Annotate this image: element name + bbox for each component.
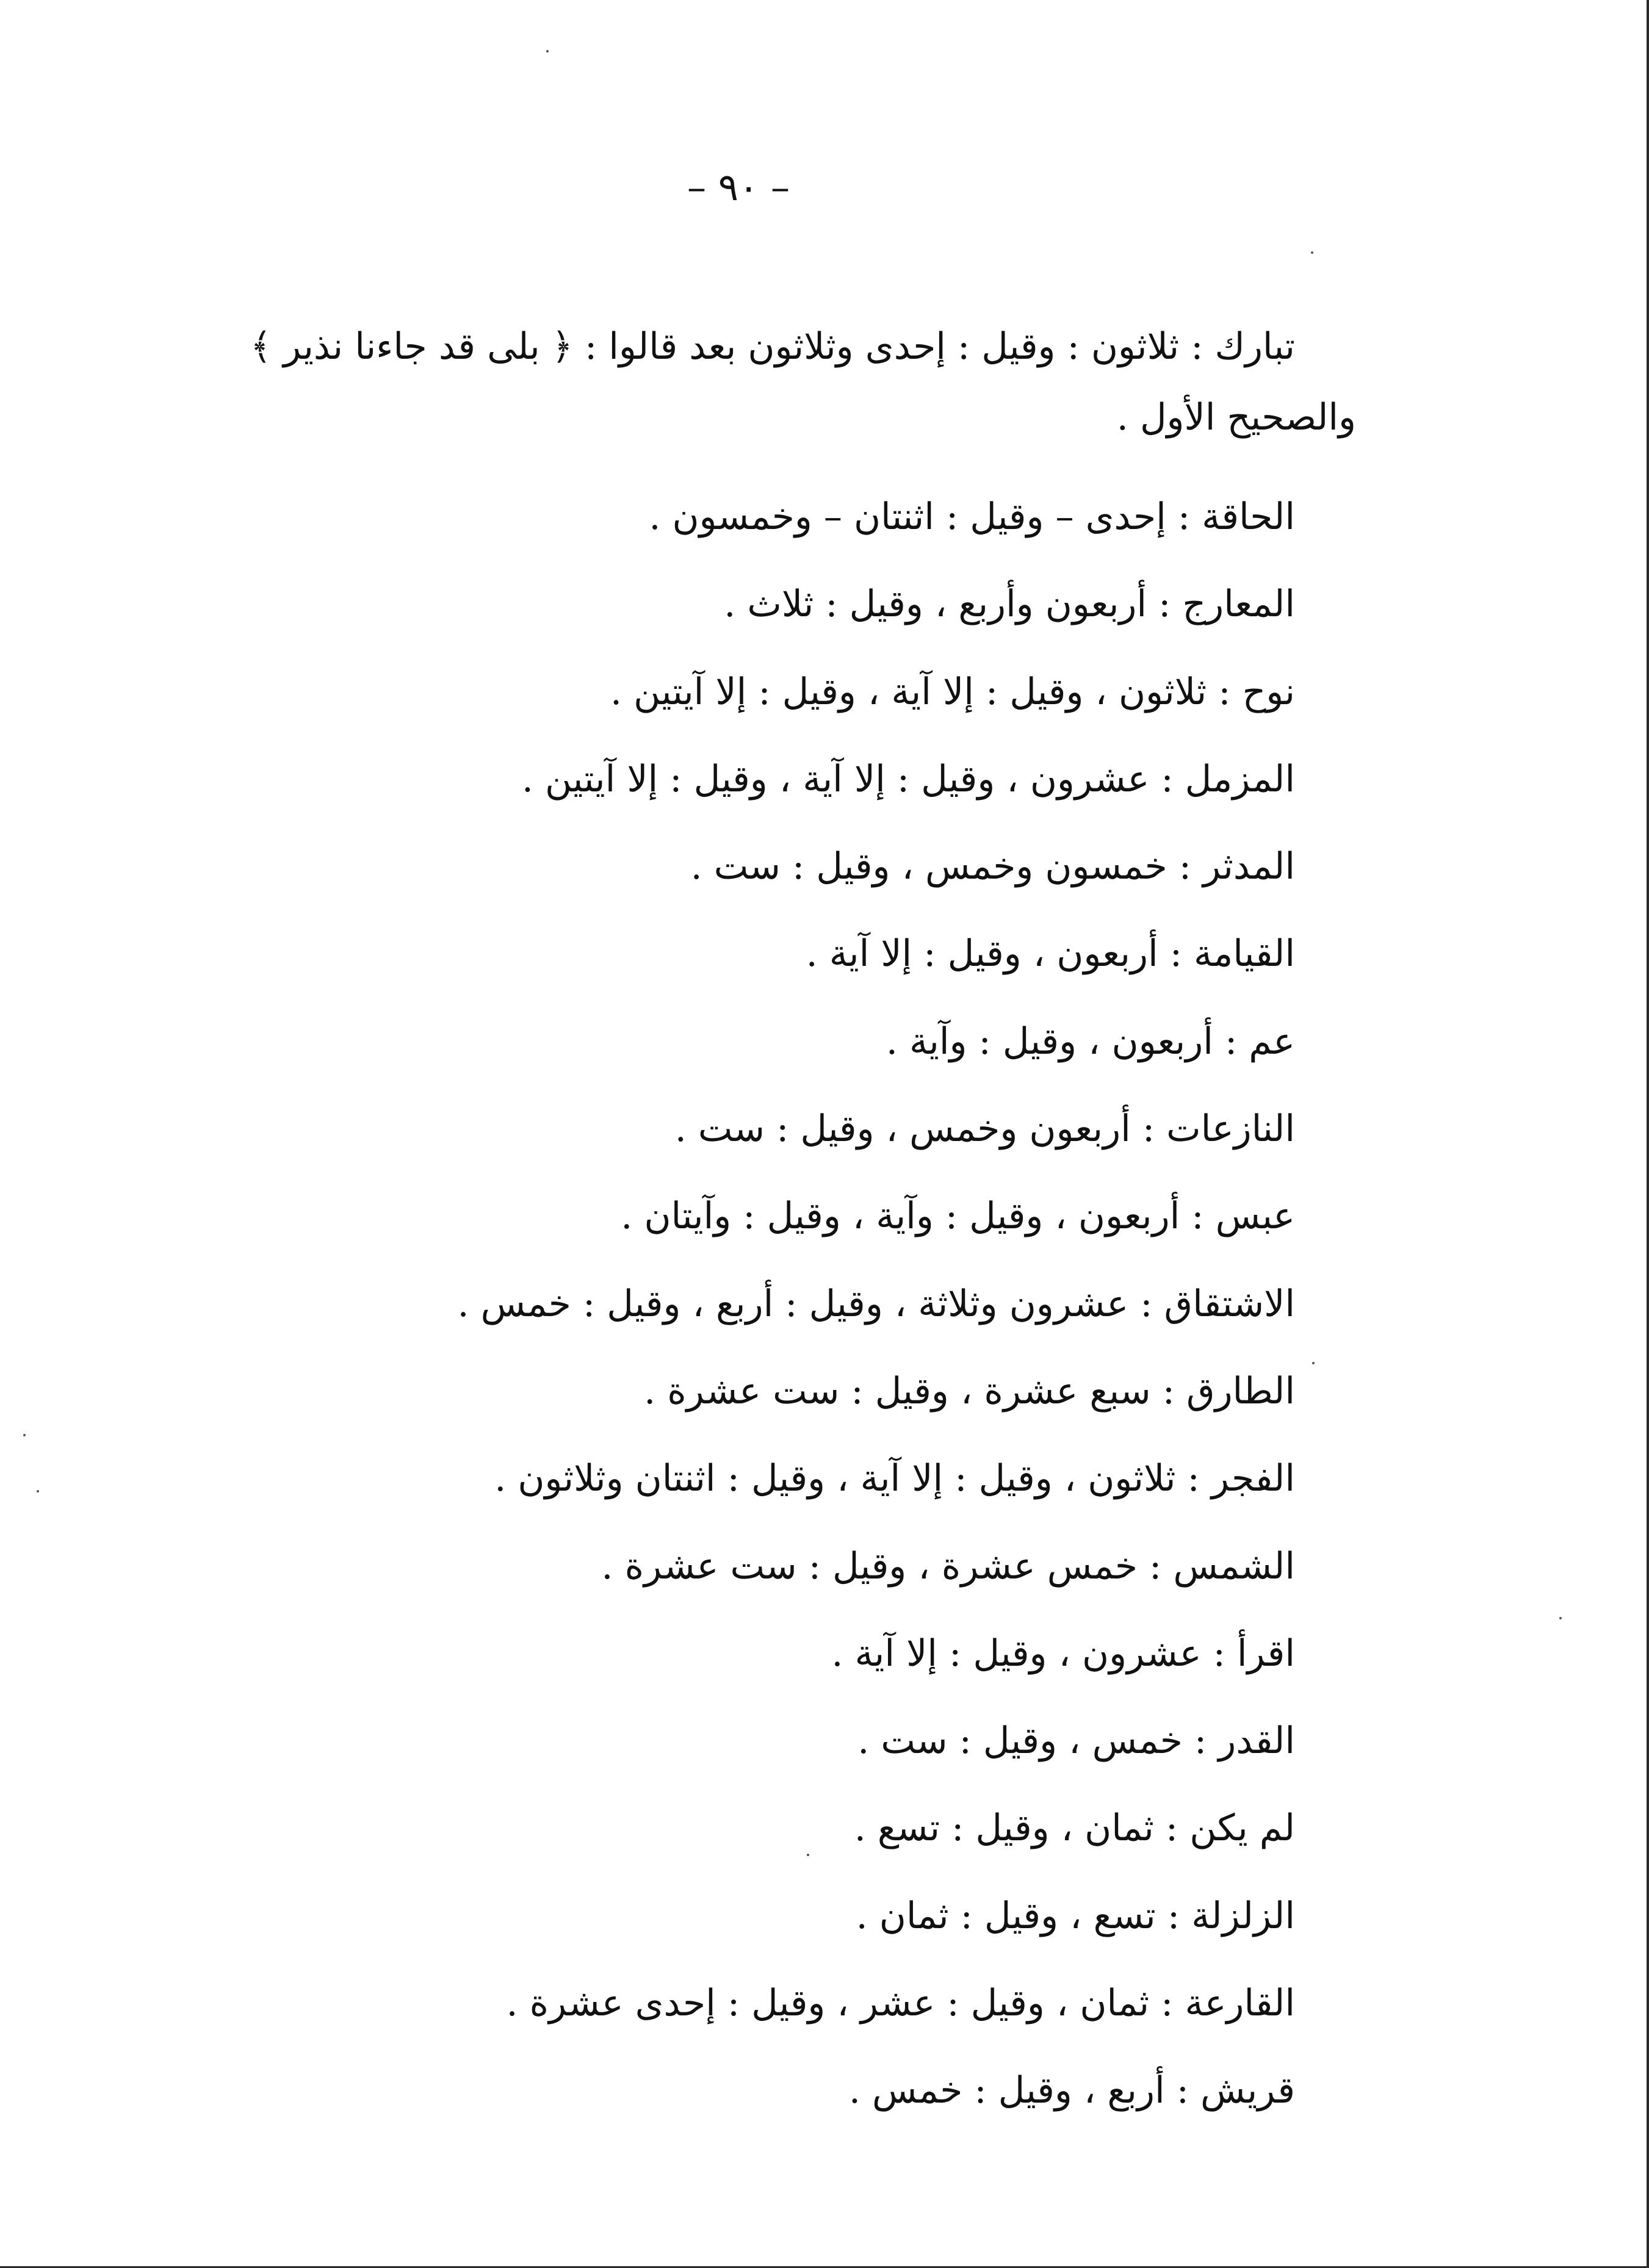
list-item: عبس : أربعون ، وقيل : وآية ، وقيل : وآيتان . [621,1195,1295,1238]
scan-speck [1559,1617,1562,1619]
list-item: الزلزلة : تسع ، وقيل : ثمان . [856,1894,1295,1937]
list-item: المعارج : أربعون وأربع ، وقيل : ثلاث . [724,583,1295,626]
page-number: – ٩٠ – [687,165,790,209]
list-item: عم : أربعون ، وقيل : وآية . [886,1020,1295,1063]
intro-line-2: والصحيح الأول . [1116,396,1356,439]
list-item: اقرأ : عشرون ، وقيل : إلا آية . [831,1632,1295,1675]
list-item: القارعة : ثمان ، وقيل : عشر ، وقيل : إحدى عشرة . [506,1982,1295,2025]
list-item: لم يكن : ثمان ، وقيل : تسع . [854,1807,1295,1850]
scan-speck [807,1854,809,1856]
scan-speck [546,50,549,52]
list-item: الاشتقاق : عشرون وثلاثة ، وقيل : أربع ، وقيل : خمس . [457,1282,1295,1325]
list-item: القيامة : أربعون ، وقيل : إلا آية . [806,932,1295,976]
list-item: الطارق : سبع عشرة ، وقيل : ست عشرة . [644,1369,1295,1413]
list-item: الفجر : ثلاثون ، وقيل : إلا آية ، وقيل : اثنتان وثلاثون . [494,1457,1295,1500]
list-item: المزمل : عشرون ، وقيل : إلا آية ، وقيل : إلا آيتين . [521,757,1295,801]
list-item: قريش : أربع ، وقيل : خمس . [848,2069,1295,2112]
scan-speck [1312,1362,1315,1364]
scan-speck [23,1434,26,1436]
scan-edge-right [1647,0,1649,2268]
intro-paragraph [184,311,1356,453]
surah-verse-count-list [258,473,1295,2135]
list-item: نوح : ثلاثون ، وقيل : إلا آية ، وقيل : إلا آيتين . [610,670,1295,713]
list-item: النازعات : أربعون وخمس ، وقيل : ست . [674,1107,1295,1151]
list-item: الحاقة : إحدى – وقيل : اثنتان – وخمسون . [649,495,1295,538]
scan-speck [37,1490,39,1492]
list-item: المدثر : خمسون وخمس ، وقيل : ست . [690,845,1295,888]
list-item: الشمس : خمس عشرة ، وقيل : ست عشرة . [601,1544,1295,1588]
list-item: القدر : خمس ، وقيل : ست . [857,1719,1295,1763]
intro-line-1: تبارك : ثلاثون : وقيل : إحدى وثلاثون بعد قالوا : ﴿ بلى قد جاءنا نذير ﴾ [250,325,1295,368]
scan-speck [1311,251,1313,254]
